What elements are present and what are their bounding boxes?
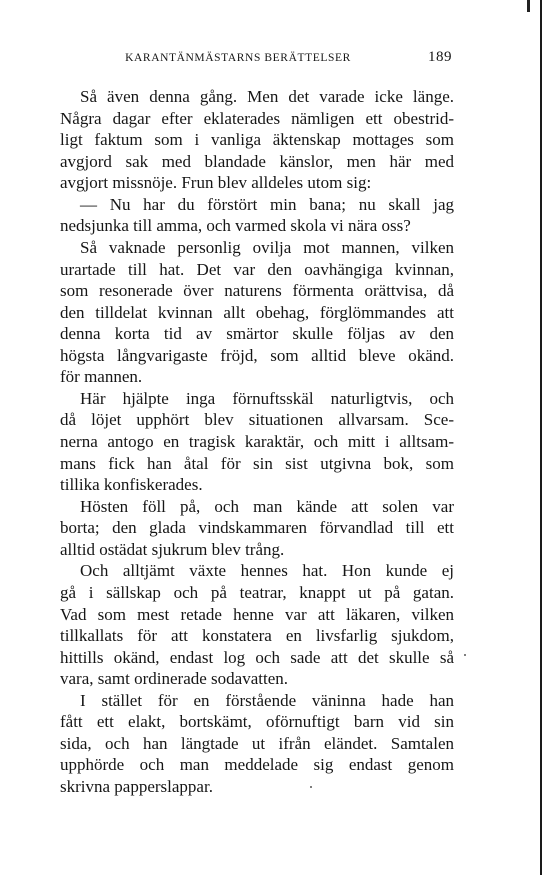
body-text: [60, 86, 454, 798]
text-line: mans fick han åtal för sin sist utgivna bok, som: [60, 453, 454, 473]
text-line: Hösten föll på, och man kände att solen var: [80, 496, 454, 516]
text-line: som resonerade över naturens förmenta orättvisa, då: [60, 281, 454, 301]
scan-speck: [310, 786, 312, 788]
text-line: Och alltjämt växte hennes hat. Hon kunde ej: [80, 561, 454, 581]
text-line: Här hjälpte inga förnuftsskäl naturligtvis, och: [80, 388, 454, 408]
scan-mark: [527, 0, 530, 12]
text-line: tillkallats för att konstatera en livsfarlig sjukdom,: [60, 626, 454, 646]
text-line: den tilldelat kvinnan allt obehag, förglömmandes att: [60, 302, 454, 322]
text-line: gå i sällskap och på teatrar, knappt ut på gatan.: [60, 582, 454, 602]
text-line: I stället för en förstående väninna hade han: [80, 690, 454, 710]
text-line: sida, och han längtade ut ifrån eländet. Samtalen: [60, 733, 454, 753]
text-line: högsta långvarigaste fröjd, som alltid bleve okänd.: [60, 345, 454, 365]
text-line: nerna antogo en tragisk karaktär, och mitt i alltsam-: [60, 432, 454, 451]
text-line: hittills okänd, endast log och sade att det skulle så: [60, 647, 454, 667]
text-line: fått ett elakt, bortskämt, oförnuftigt barn vid sin: [60, 712, 454, 732]
text-line: denna korta tid av smärtor skulle följas av den: [60, 324, 454, 344]
text-line: vara, samt ordinerade sodavatten.: [60, 669, 288, 689]
text-line: för mannen.: [60, 367, 143, 387]
text-line: då löjet upphört blev situationen allvarsam. Sce-: [60, 410, 454, 430]
text-line: borta; den glada vindskammaren förvandlad till ett: [60, 518, 454, 538]
text-line: Så vaknade personlig ovilja mot mannen, vilken: [80, 237, 454, 257]
text-line: skrivna papperslappar.: [60, 777, 213, 796]
text-line: Några dagar efter eklaterades nämligen ett obestrid-: [60, 108, 454, 128]
text-line: tillika konfiskerades.: [60, 475, 203, 495]
text-line: Så även denna gång. Men det varade icke länge.: [80, 87, 454, 106]
running-header-title: KARANTÄNMÄSTARNS BERÄTTELSER: [125, 52, 351, 64]
text-line: Vad som mest retade henne var att läkaren, vilken: [60, 604, 454, 624]
text-line: ligt faktum som i vanliga äktenskap mottages som: [60, 130, 454, 150]
page-number: 189: [428, 49, 452, 65]
text-line: nedsjunka till amma, och varmed skola vi nära oss?: [60, 216, 411, 236]
text-line: avgjort missnöje. Frun blev alldeles utom sig:: [60, 173, 372, 193]
text-line: urartade till hat. Det var den oavhängiga kvinnan,: [60, 259, 454, 279]
text-line: avgjord sak med blandade känslor, men här med: [60, 151, 454, 171]
scan-speck: [464, 654, 466, 656]
text-line: upphörde och man meddelade sig endast genom: [60, 755, 454, 775]
text-line: alltid ostädat sjukrum blev trång.: [60, 539, 285, 559]
text-line: — Nu har du förstört min bana; nu skall jag: [80, 194, 454, 214]
page-edge-border: [540, 0, 542, 875]
